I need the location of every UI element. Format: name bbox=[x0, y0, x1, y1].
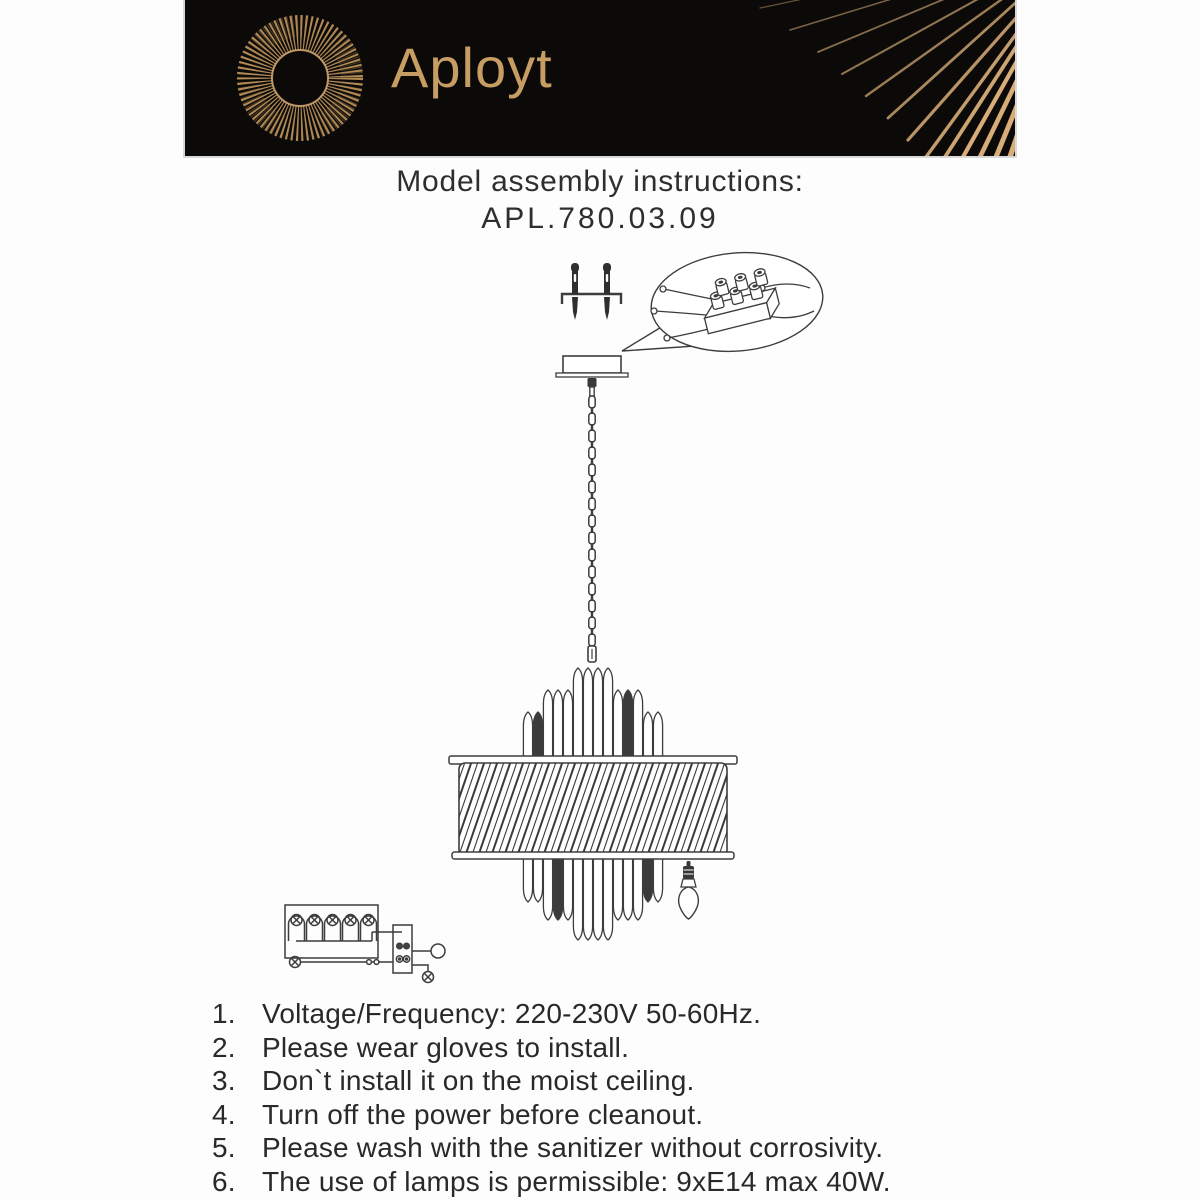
crystal-chandelier bbox=[432, 668, 751, 940]
e14-bulb-icon bbox=[679, 861, 699, 919]
list-item bbox=[212, 1165, 1072, 1199]
item-number: 5. bbox=[212, 1132, 236, 1163]
item-number: 4. bbox=[212, 1098, 236, 1130]
list-item bbox=[212, 1131, 1072, 1165]
bottom-crystals bbox=[523, 857, 662, 940]
item-number: 1. bbox=[212, 998, 236, 1029]
item-text: The use of lamps is permissible: 9xE14 max 40W. bbox=[262, 1165, 891, 1197]
item-text: Please wash with the sanitizer without corrosivity. bbox=[262, 1132, 884, 1163]
item-text: Voltage/Frequency: 220-230V 50-60Hz. bbox=[262, 998, 762, 1029]
instruction-list bbox=[212, 997, 1072, 1198]
mounting-bracket bbox=[562, 294, 621, 304]
item-text: Please wear gloves to install. bbox=[262, 1031, 630, 1063]
top-crystals bbox=[523, 668, 662, 762]
item-text: Turn off the power before cleanout. bbox=[262, 1098, 704, 1130]
list-item bbox=[212, 1064, 1072, 1098]
ceiling-canopy bbox=[556, 356, 628, 396]
item-text: Don`t install it on the moist ceiling. bbox=[262, 1065, 695, 1096]
mounting-screws-icon bbox=[571, 263, 611, 320]
brand-logotype: Aployt bbox=[391, 36, 553, 99]
page-title: Model assembly instructions: bbox=[396, 165, 804, 198]
list-item bbox=[212, 997, 1072, 1031]
item-number: 2. bbox=[212, 1031, 236, 1063]
lamp-symbols bbox=[289, 915, 377, 942]
model-number: APL.780.03.09 bbox=[481, 202, 719, 235]
pleated-drum-shade bbox=[432, 762, 751, 858]
wiring-schematic bbox=[285, 905, 445, 983]
item-number: 3. bbox=[212, 1065, 236, 1096]
item-number: 6. bbox=[212, 1165, 236, 1197]
terminal-block-detail-callout bbox=[622, 246, 827, 359]
list-item bbox=[212, 1098, 1072, 1132]
list-item bbox=[212, 1031, 1072, 1065]
hanging-chain bbox=[588, 396, 596, 662]
